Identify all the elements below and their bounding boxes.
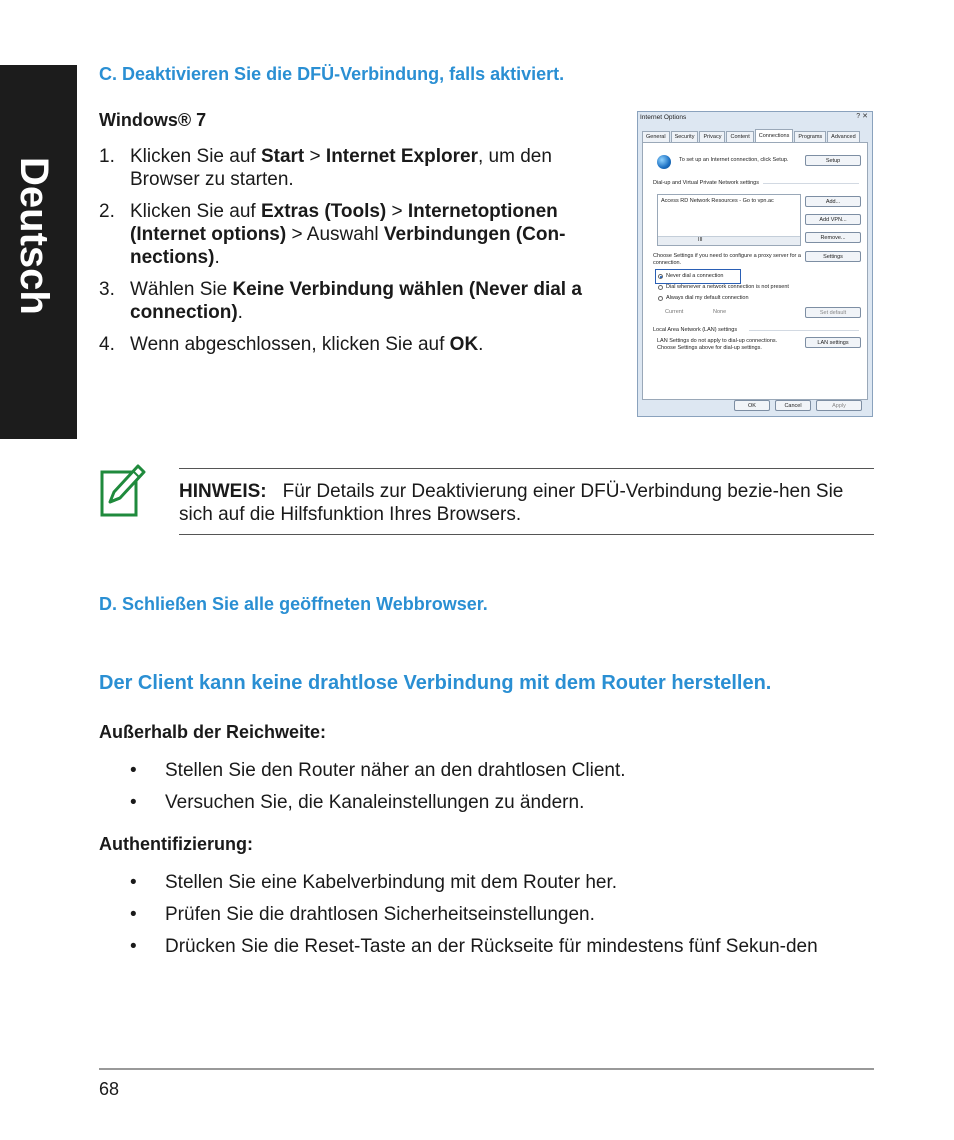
page-number: 68 bbox=[99, 1079, 120, 1099]
lan-settings-text: LAN Settings do not apply to dial-up connections. Choose Settings above for dial-up settings. bbox=[657, 338, 778, 351]
note-label: HINWEIS: bbox=[179, 481, 267, 502]
tab-security[interactable]: Security bbox=[671, 131, 699, 143]
list-item bbox=[130, 871, 870, 894]
remove-button[interactable]: Remove... bbox=[805, 232, 861, 243]
tab-privacy[interactable]: Privacy bbox=[699, 131, 725, 143]
step-bold-internet-explorer: Internet Explorer bbox=[325, 146, 478, 167]
step-number: 1. bbox=[99, 146, 115, 167]
step-bold-verbindungen: Verbindungen (Con-nections) bbox=[130, 224, 566, 268]
list-item bbox=[130, 903, 870, 926]
apply-button[interactable]: Apply bbox=[816, 400, 862, 411]
set-default-button[interactable]: Set default bbox=[805, 307, 861, 318]
step-bold-never-dial: Keine Verbindung wählen (Never dial a connection) bbox=[130, 279, 582, 323]
add-button[interactable]: Add... bbox=[805, 196, 861, 207]
scrollbar-thumb: III bbox=[698, 237, 703, 243]
bullet: • bbox=[130, 904, 137, 925]
radio-always-dial[interactable] bbox=[658, 296, 663, 301]
step-text: Klicken Sie auf bbox=[130, 146, 261, 167]
step-bold-ok: OK bbox=[449, 334, 479, 355]
tab-connections[interactable]: Connections bbox=[755, 129, 794, 143]
instruction-steps bbox=[99, 145, 619, 365]
note-bottom-divider bbox=[179, 534, 874, 535]
step-text: . bbox=[237, 302, 243, 323]
step-number: 4. bbox=[99, 334, 115, 355]
tab-general[interactable]: General bbox=[642, 131, 670, 143]
step-2 bbox=[99, 200, 619, 269]
list-item-text: Prüfen Sie die drahtlosen Sicherheitseinstellungen. bbox=[165, 904, 595, 925]
step-3 bbox=[99, 278, 619, 324]
note-pencil-icon bbox=[100, 462, 148, 518]
dialog-window-controls[interactable]: ? ✕ bbox=[856, 113, 868, 120]
radio-dial-whenever[interactable] bbox=[658, 285, 663, 290]
step-number: 3. bbox=[99, 279, 115, 300]
list-item-text: Versuchen Sie, die Kanaleinstellungen zu ändern. bbox=[165, 792, 585, 813]
bullet: • bbox=[130, 872, 137, 893]
step-text: > Auswahl bbox=[286, 224, 384, 245]
connections-list[interactable] bbox=[657, 194, 801, 246]
list-item-text: Stellen Sie den Router näher an den drahtlosen Client. bbox=[165, 760, 626, 781]
tab-content[interactable]: Content bbox=[726, 131, 753, 143]
globe-icon bbox=[657, 155, 671, 169]
dialup-label: Dial-up and Virtual Private Network settings bbox=[653, 180, 759, 186]
divider bbox=[763, 183, 859, 184]
bullet: • bbox=[130, 760, 137, 781]
tab-programs[interactable]: Programs bbox=[794, 131, 826, 143]
step-text: > bbox=[304, 146, 326, 167]
section-c-heading: C. Deaktivieren Sie die DFÜ-Verbindung, falls aktiviert. bbox=[99, 64, 565, 84]
auth-heading: Authentifizierung: bbox=[99, 834, 253, 854]
footer-divider bbox=[99, 1068, 874, 1070]
main-heading: Der Client kann keine drahtlose Verbindung mit dem Router herstellen. bbox=[99, 672, 772, 694]
step-bold-start: Start bbox=[260, 146, 305, 167]
step-text: Klicken Sie auf bbox=[130, 201, 261, 222]
list-item-text: Drücken Sie die Reset-Taste an der Rückseite für mindestens fünf Sekun-den bbox=[165, 936, 818, 957]
range-list bbox=[130, 759, 870, 823]
internet-options-dialog bbox=[637, 111, 873, 417]
step-text: Wählen Sie bbox=[130, 279, 233, 300]
bullet: • bbox=[130, 936, 137, 957]
current-value: None bbox=[713, 309, 727, 315]
dialog-title: Internet Options bbox=[640, 114, 687, 121]
ok-button[interactable]: OK bbox=[734, 400, 770, 411]
radio-dial-whenever-label: Dial whenever a network connection is not present bbox=[666, 284, 789, 290]
step-text: Wenn abgeschlossen, klicken Sie auf bbox=[130, 334, 450, 355]
connection-list-item[interactable]: Access RD Network Resources - Go to vpn.ac bbox=[661, 198, 774, 204]
radio-always-dial-label: Always dial my default connection bbox=[666, 295, 749, 301]
list-item-text: Stellen Sie eine Kabelverbindung mit dem Router her. bbox=[165, 872, 618, 893]
step-text: . bbox=[214, 247, 220, 268]
auth-list bbox=[130, 871, 870, 967]
step-text: . bbox=[478, 334, 484, 355]
step-bold-internetoptionen: Internetoptionen (Internet options) bbox=[130, 201, 558, 245]
language-sidebar bbox=[0, 65, 77, 439]
add-vpn-button[interactable]: Add VPN... bbox=[805, 214, 861, 225]
step-bold-extras: Extras (Tools) bbox=[260, 201, 387, 222]
tab-advanced[interactable]: Advanced bbox=[827, 131, 859, 143]
list-item bbox=[130, 935, 870, 958]
section-d-heading: D. Schließen Sie alle geöffneten Webbrowser. bbox=[99, 594, 488, 614]
step-4 bbox=[99, 333, 619, 356]
step-text: > bbox=[386, 201, 408, 222]
step-1 bbox=[99, 145, 619, 191]
step-number: 2. bbox=[99, 201, 115, 222]
setup-text: To set up an Internet connection, click Setup. bbox=[679, 157, 789, 163]
current-label: Current bbox=[665, 309, 684, 315]
list-item bbox=[130, 791, 870, 814]
lan-settings-button[interactable]: LAN settings bbox=[805, 337, 861, 348]
divider bbox=[749, 330, 859, 331]
note-text: Für Details zur Deaktivierung einer DFÜ-Verbindung bezie-hen Sie sich auf die Hilfsfunktion Ihres Browsers. bbox=[179, 481, 844, 525]
connections-panel bbox=[642, 142, 868, 400]
radio-never-dial[interactable] bbox=[658, 274, 663, 279]
radio-never-dial-label: Never dial a connection bbox=[666, 273, 724, 279]
windows-version-label: Windows® 7 bbox=[99, 110, 207, 130]
note-block bbox=[179, 480, 869, 526]
setup-button[interactable]: Setup bbox=[805, 155, 861, 166]
note-top-divider bbox=[179, 468, 874, 469]
settings-button[interactable]: Settings bbox=[805, 251, 861, 262]
range-heading: Außerhalb der Reichweite: bbox=[99, 722, 327, 742]
bullet: • bbox=[130, 792, 137, 813]
choose-settings-text: Choose Settings if you need to configure a proxy server for a connection. bbox=[653, 253, 801, 266]
cancel-button[interactable]: Cancel bbox=[775, 400, 811, 411]
list-item bbox=[130, 759, 870, 782]
sidebar-language-label: Deutsch bbox=[12, 157, 56, 315]
horizontal-scrollbar[interactable] bbox=[658, 236, 800, 245]
lan-settings-label: Local Area Network (LAN) settings bbox=[653, 327, 738, 333]
step-text: , um den Browser zu starten. bbox=[130, 146, 552, 190]
